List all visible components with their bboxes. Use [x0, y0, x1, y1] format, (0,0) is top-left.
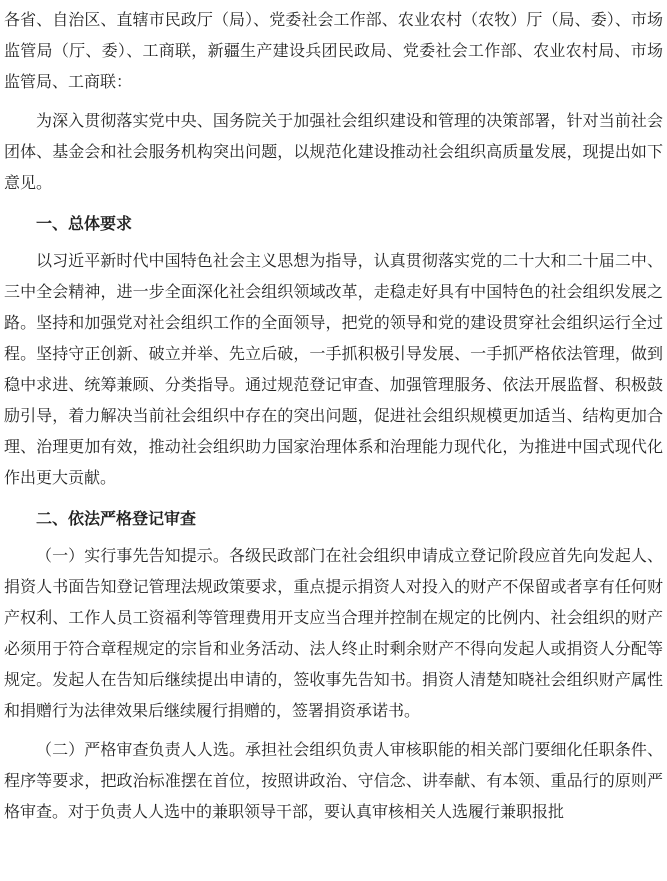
section-2-paragraph-2: （二）严格审查负责人人选。承担社会组织负责人审核职能的相关部门要细化任职条件、程序等要求，把政治标准摆在首位，按照讲政治、守信念、讲奉献、有本领、重品行的原则严格审查。对于负责人人选中的兼职领导干部，要认真审核相关人选履行兼职报批: [4, 740, 663, 821]
section-heading-registration-review: 二、依法严格登记审查: [36, 509, 197, 528]
intro-paragraph: 为深入贯彻落实党中央、国务院关于加强社会组织建设和管理的决策部署，针对当前社会团体、基金会和社会服务机构突出问题，以规范化建设推动社会组织高质量发展，现提出如下意见。: [4, 111, 663, 192]
section-heading-general-requirements: 一、总体要求: [36, 214, 133, 233]
section-2-paragraph-1: （一）实行事先告知提示。各级民政部门在社会组织申请成立登记阶段应首先向发起人、捐资人书面告知登记管理法规政策要求，重点提示捐资人对投入的财产不保留或者享有任何财产权利、工作人员工资福利等管理费用开支应当合理并控制在规定的比例内、社会组织的财产必须用于符合章程规定的宗旨和业务活动、法人终止时剩余财产不得向发起人或捐资人分配等规定。发起人在告知后继续提出申请的，签收事先告知书。捐资人清楚知晓社会组织财产属性和捐赠行为法律效果后继续履行捐赠的，签署捐资承诺书。: [4, 546, 663, 720]
section-1-paragraph-1: 以习近平新时代中国特色社会主义思想为指导，认真贯彻落实党的二十大和二十届二中、三中全会精神，进一步全面深化社会组织领域改革，走稳走好具有中国特色的社会组织发展之路。坚持和加强党对社会组织工作的全面领导，把党的领导和党的建设贯穿社会组织运行全过程。坚持守正创新、破立并举、先立后破，一手抓积极引导发展、一手抓严格依法管理，做到稳中求进、统筹兼顾、分类指导。通过规范登记审查、加强管理服务、依法开展监督、积极鼓励引导，着力解决当前社会组织中存在的突出问题，促进社会组织规模更加适当、结构更加合理、治理更加有效，推动社会组织助力国家治理体系和治理能力现代化，为推进中国式现代化作出更大贡献。: [4, 251, 663, 487]
addressee-paragraph: 各省、自治区、直辖市民政厅（局）、党委社会工作部、农业农村（农牧）厅（局、委）、市场监管局（厅、委）、工商联，新疆生产建设兵团民政局、党委社会工作部、农业农村局、市场监管局、工商联：: [4, 10, 663, 91]
